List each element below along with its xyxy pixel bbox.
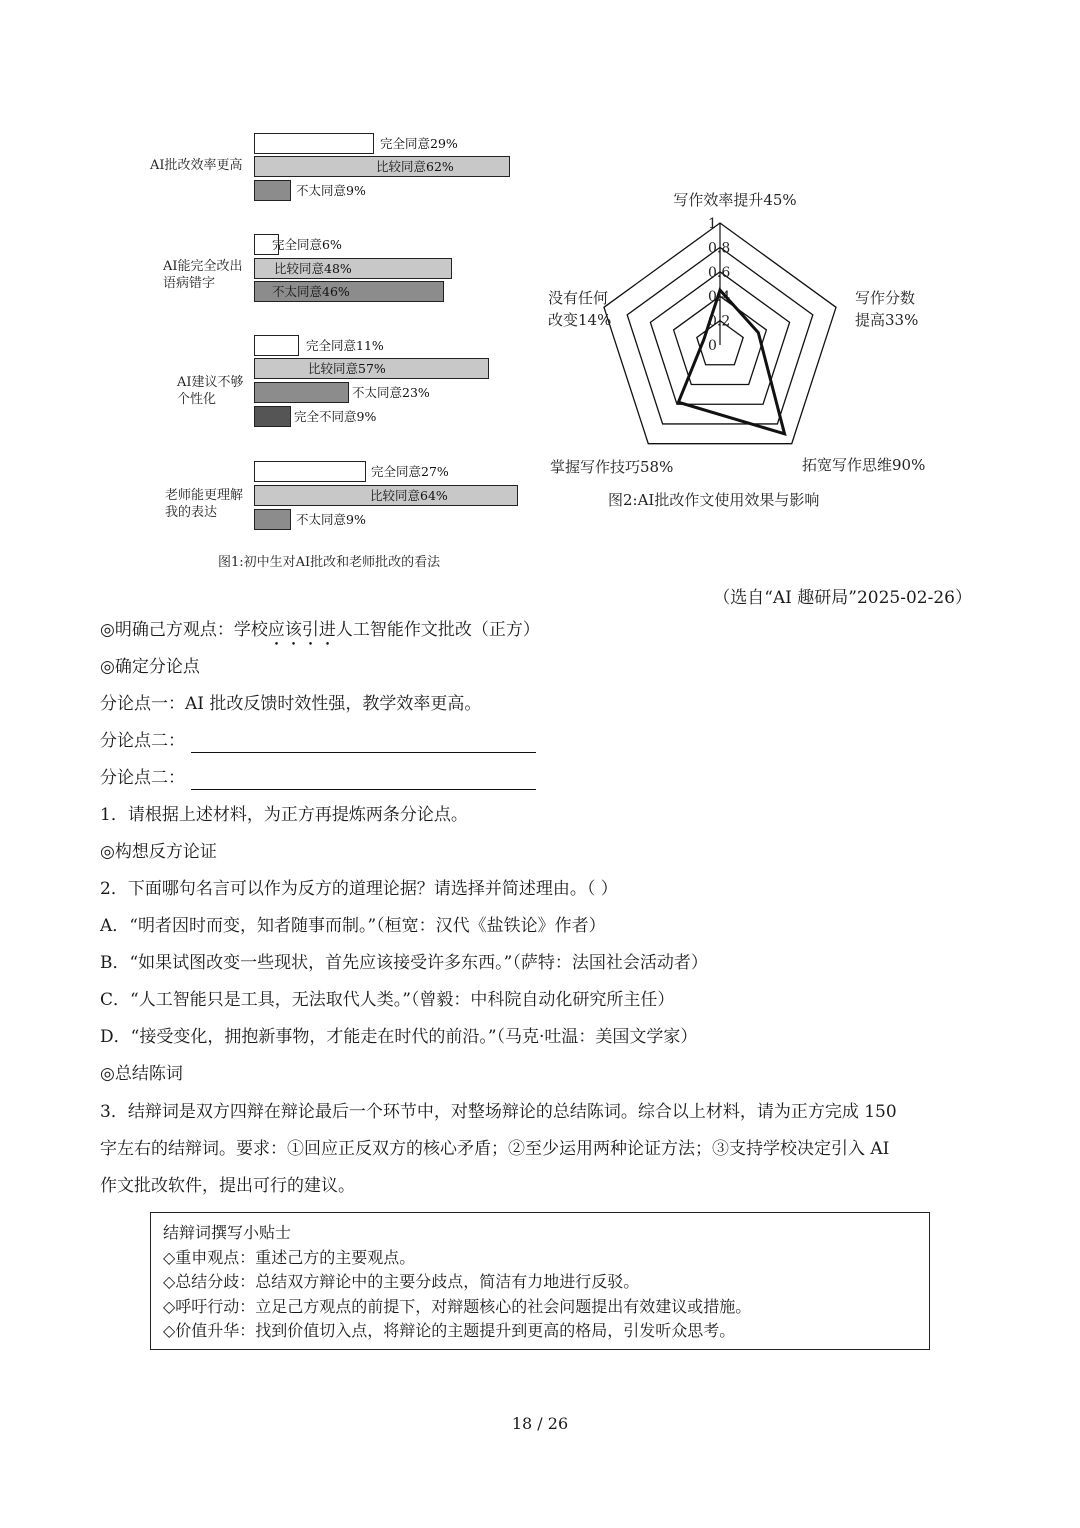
subpoint-2-line: [100, 729, 536, 753]
bar-label-g3-disagree: 不太同意23%: [352, 385, 430, 400]
question-3-line-3: 作文批改软件，提出可行的建议。: [100, 1176, 355, 1196]
category-label-2: AI能完全改出语病错字: [163, 259, 243, 291]
subpoint-3-label: 分论点二：: [100, 768, 185, 788]
radar-tick-label: 0.6: [708, 264, 731, 281]
bar-label-g3-somewhat-agree: 比较同意57%: [308, 361, 386, 376]
tips-title: 结辩词撰写小贴士: [163, 1223, 292, 1242]
category-label-3: AI建议不够个性化: [177, 375, 244, 407]
tip-item: ◇总结分歧：总结双方辩论中的主要分歧点，简洁有力地进行反驳。: [163, 1272, 640, 1291]
radar-axis-label-nochange-2: 改变14%: [548, 311, 612, 329]
bar-label-g1-disagree: 不太同意9%: [296, 183, 366, 198]
bar-g3-fully-disagree: [254, 406, 291, 427]
radar-axis-label-nochange-1: 没有任何: [548, 289, 609, 307]
bar-g4-fully-agree: [254, 461, 366, 482]
bar-label-g3-fully-disagree: 完全不同意9%: [294, 409, 377, 424]
stance-suffix: 人工智能作文批改（正方）: [335, 620, 540, 640]
bar-label-g4-somewhat-agree: 比较同意64%: [370, 488, 448, 503]
radar-axis-label-score-1: 写作分数: [855, 289, 916, 307]
radar-axis-label-score-2: 提高33%: [855, 311, 919, 329]
subpoint-2-label: 分论点二：: [100, 731, 185, 751]
subpoint-3-answer-blank[interactable]: [191, 771, 536, 790]
bar-g3-fully-agree: [254, 335, 299, 356]
option-a: A．“明者因时而变，知者随事而制。”（桓宽：汉代《盐铁论》作者）: [100, 916, 606, 936]
tips-box: [150, 1212, 930, 1350]
bar-label-g4-fully-agree: 完全同意27%: [371, 464, 449, 479]
question-3-line-1: 3．结辩词是双方四辩在辩论最后一个环节中，对整场辩论的总结陈词。综合以上材料，请为正方完成 150: [100, 1102, 897, 1122]
bar-label-g2-somewhat-agree: 比较同意48%: [274, 261, 352, 276]
tip-item: ◇重申观点：重述己方的主要观点。: [163, 1247, 416, 1267]
category-label-1: AI批改效率更高: [150, 158, 243, 173]
subpoint-3-line: [100, 766, 536, 790]
radar-axis-label-efficiency: 写作效率提升45%: [673, 191, 797, 209]
subpoints-heading: ◎确定分论点: [100, 657, 200, 677]
question-2: 2．下面哪句名言可以作为反方的道理论据？请选择并简述理由。（ ）: [100, 879, 618, 899]
counter-heading: ◎构想反方论证: [100, 842, 217, 862]
question-1: 1．请根据上述材料，为正方再提炼两条分论点。: [100, 805, 468, 825]
bar-label-g3-fully-agree: 完全同意11%: [306, 338, 384, 353]
option-d: D．“接受变化，拥抱新事物，才能走在时代的前沿。”（马克·吐温：美国文学家）: [100, 1027, 698, 1047]
bar-g1-disagree: [254, 180, 291, 201]
figure1-caption: 图1:初中生对AI批改和老师批改的看法: [218, 555, 441, 570]
figure2-radar-chart: [530, 180, 970, 520]
bar-label-g2-disagree: 不太同意46%: [272, 284, 350, 299]
radar-tick-label: 0.8: [708, 240, 731, 257]
subpoint-1: 分论点一：AI 批改反馈时效性强，教学效率更高。: [100, 694, 482, 714]
page-number: 18 / 26: [511, 1414, 569, 1433]
bar-g4-disagree: [254, 509, 291, 530]
bar-g3-disagree: [254, 382, 349, 403]
summary-heading: ◎总结陈词: [100, 1064, 183, 1084]
radar-axis-label-skills: 掌握写作技巧58%: [550, 458, 674, 476]
option-b: B．“如果试图改变一些现状，首先应该接受许多东西。”（萨特：法国社会活动者）: [100, 953, 708, 973]
radar-tick-label: 0.4: [708, 289, 731, 306]
radar-tick-label: 1: [708, 216, 717, 232]
stance-prefix: ◎明确己方观点：学校: [100, 620, 268, 640]
bar-label-g1-fully-agree: 完全同意29%: [380, 136, 458, 151]
bar-g1-fully-agree: [254, 133, 374, 154]
radar-axis-label-thinking: 拓宽写作思维90%: [802, 456, 926, 474]
option-c: C．“人工智能只是工具，无法取代人类。”（曾毅：中科院自动化研究所主任）: [100, 990, 675, 1010]
stance-emphasis: 应该引进: [267, 620, 336, 640]
radar-tick-label: 0: [708, 338, 717, 354]
tip-item: ◇价值升华：找到价值切入点，将辩论的主题提升到更高的格局，引发听众思考。: [163, 1321, 736, 1340]
category-label-4: 老师能更理解我的表达: [165, 488, 244, 520]
radar-tick-labels: [708, 216, 730, 354]
bar-label-g2-fully-agree: 完全同意6%: [272, 237, 342, 252]
question-3-line-2: 字左右的结辩词。要求：①回应正反双方的核心矛盾；②至少运用两种论证方法；③支持学校决定引入 AI: [100, 1139, 890, 1159]
bar-label-g4-disagree: 不太同意9%: [296, 512, 366, 527]
tip-item: ◇呼吁行动：立足己方观点的前提下，对辩题核心的社会问题提出有效建议或措施。: [163, 1296, 752, 1316]
radar-tick-label: 0.2: [708, 313, 731, 330]
bar-label-g1-somewhat-agree: 比较同意62%: [376, 159, 454, 174]
subpoint-2-answer-blank[interactable]: [191, 734, 536, 753]
stance-line: [100, 618, 540, 650]
source-citation: （选自“AI 趣研局”2025-02-26）: [713, 588, 972, 608]
radar-series-polygon: [678, 290, 784, 434]
figure2-caption: 图2:AI批改作文使用效果与影响: [608, 491, 820, 509]
